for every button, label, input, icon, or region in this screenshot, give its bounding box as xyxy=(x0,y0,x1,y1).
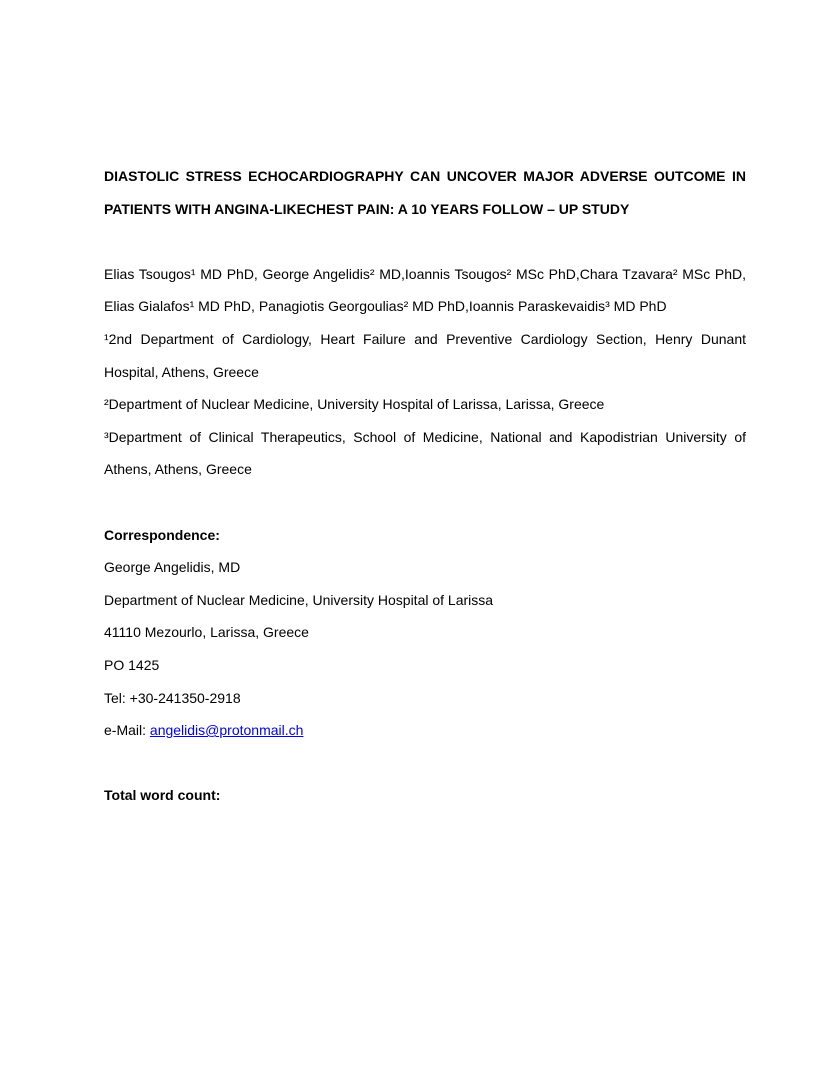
correspondence-po-box: PO 1425 xyxy=(104,656,160,673)
affiliation-3: ³Department of Clinical Therapeutics, School of Medicine, National and Kapodistrian University of Athens, Athens, Greece xyxy=(104,428,746,478)
affiliation-2: ²Department of Nuclear Medicine, University Hospital of Larissa, Larissa, Greece xyxy=(104,396,605,413)
email-link[interactable]: angelidis@protonmail.ch xyxy=(149,722,304,739)
authors-line: Elias Tsougos¹ MD PhD, George Angelidis² MD,Ioannis Tsougos² MSc PhD,Chara Tzavara² MSc PhD, Elias Gialafos¹ MD PhD, Panagiotis Georgoulias² MD PhD,Ioannis Paraskevaidis³ MD PhD xyxy=(104,265,746,315)
correspondence-email-line xyxy=(104,714,746,747)
correspondence-tel: Tel: +30-241350-2918 xyxy=(104,689,241,706)
correspondence-department: Department of Nuclear Medicine, University Hospital of Larissa xyxy=(104,591,494,608)
correspondence-address: 41110 Mezourlo, Larissa, Greece xyxy=(104,624,309,641)
correspondence-heading: Correspondence: xyxy=(104,526,220,543)
page-content xyxy=(104,160,746,812)
affiliation-1: ¹2nd Department of Cardiology, Heart Failure and Preventive Cardiology Section, Henry Dunant Hospital, Athens, Greece xyxy=(104,330,746,380)
word-count-heading: Total word count: xyxy=(104,787,221,804)
email-label: e-Mail: xyxy=(104,722,147,739)
paper-title: DIASTOLIC STRESS ECHOCARDIOGRAPHY CAN UNCOVER MAJOR ADVERSE OUTCOME IN PATIENTS WITH ANGINA-LIKECHEST PAIN: A 10 YEARS FOLLOW – UP STUDY xyxy=(104,168,746,217)
correspondence-name: George Angelidis, MD xyxy=(104,559,241,576)
